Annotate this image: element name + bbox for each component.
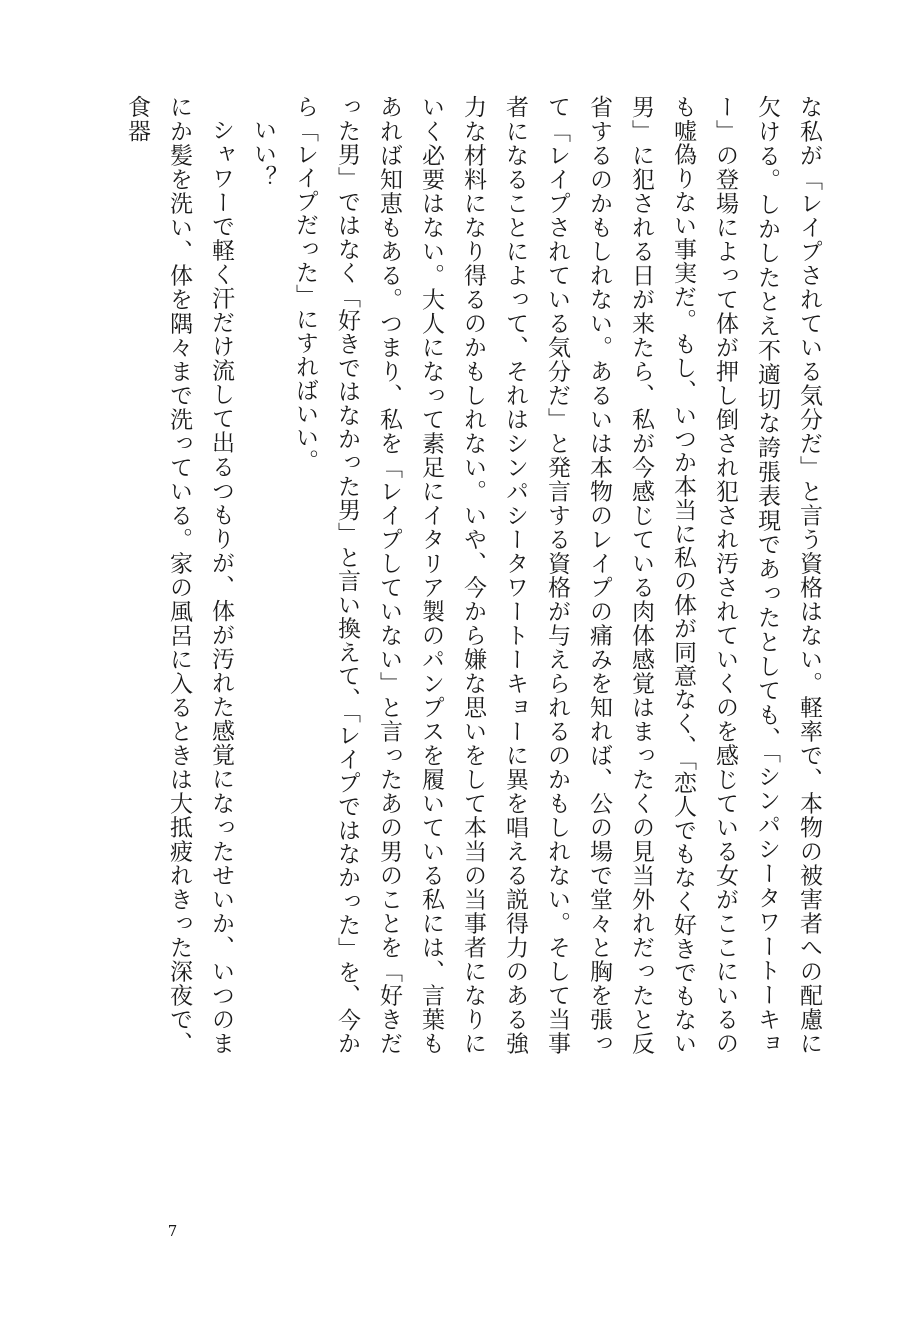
body-text — [110, 95, 830, 1055]
paragraph: いい？ — [250, 118, 276, 189]
page-number: 7 — [167, 1222, 178, 1240]
paragraph: な私が「レイプされている気分だ」と言う資格はない。軽率で、本物の被害者への配慮に欠ける。しかしたとえ不適切な誇張表現であったとしても、「シンパシータワートーキョー」の登場によって体が押し倒され犯され汚されていくのを感じている女がここにいるのも嘘偽りない事実だ。もし、いつか本当に私の体が同意なく、「恋人でもなく好きでもない男」に犯される日が来たら、私が今感じている肉体感覚はまったくの見当外れだったと反省するのかもしれない。あるいは本物のレイプの痛みを知れば、公の場で堂々と胸を張って「レイプされている気分だ」と発言する資格が与えられるのかもしれない。そして当事者になることによって、それはシンパシータワートーキョーに異を唱える説得力のある強力な材料になり得るのかもしれない。いや、今から嫌な思いをして本当の当事者になりにいく必要はない。大人になって素足にイタリア製のパンプスを履いている私には、言葉もあれば知恵もある。つまり、私を「レイプしていない」と言ったあの男のことを「好きだった男」ではなく「好きではなかった男」と言い換えて、「レイプではなかった」を、今から「レイプだった」にすればいい。 — [292, 95, 822, 1055]
paragraph: シャワーで軽く汗だけ流して出るつもりが、体が汚れた感覚になったせいか、いつのまにか髪を洗い、体を隅々まで洗っている。家の風呂に入るときは大抵疲れきった深夜で、食器 — [124, 95, 234, 1055]
